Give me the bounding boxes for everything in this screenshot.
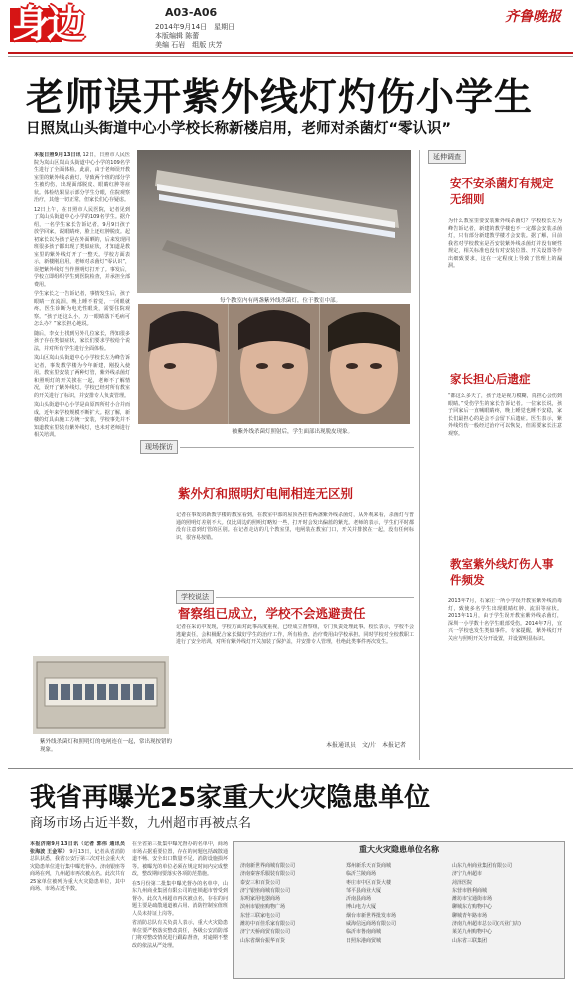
hazard-unit-name: 济宁九州超市 <box>452 871 483 878</box>
photo-switch-box <box>33 656 169 734</box>
school-reporter: 本报通讯员 文/片 本报记者 <box>326 742 407 749</box>
school-body: 记者在采访中发现，学校方面对此事高度重视，已经成立督察组，专门负责处理此事。校长表示，学校不会逃避责任，会积极配合家长做好学生的治疗工作，所有检查、治疗费用由学校承担。同时学校对全校教职工进行了安全培训，对所有紫外线灯开关加装了保护盖，并安排专人管理，杜绝此类事件再次发生。 <box>176 624 414 645</box>
hazard-unit-name: 菏泽医院 <box>452 879 473 886</box>
hazard-unit-name: 山东省三联集团 <box>452 937 488 944</box>
hazard-unit-name: 博山电力大厦 <box>346 904 377 911</box>
sidebar-q1-body: 为什么教室里要安装紫外线杀菌灯？学校校长左为峰告诉记者，新建的教学楼也不一定都会安装杀菌灯，只有部分新建教学楼才会安装。据了解，目前我省对学校教室是否安装紫外线杀菌灯并没有硬性规定，相关标准也没有对安装位置、开关设置等作出细致要求，这在一定程度上导致了管理上的漏洞。 <box>448 218 562 269</box>
page-range: A03-A06 <box>165 6 218 19</box>
hazard-table-col-1 <box>240 862 340 945</box>
sidebar-tag: 延伸调查 <box>428 150 466 164</box>
field-heading: 紫外灯和照明灯电闸相连无区别 <box>178 486 354 501</box>
fire-column-2 <box>132 841 228 977</box>
lead-body-4: 随后，李女士找到另外几位家长，得知很多孩子存在类似症状，家长们要求学校给个说法，并对所有学生进行全面体检。 <box>34 330 130 352</box>
hazard-unit-name: 威海信远商场有限公司 <box>346 921 397 928</box>
hazard-unit-name: 沂南县商场 <box>346 896 372 903</box>
hazard-unit-name: 东营市胜利商城 <box>452 887 488 894</box>
children-faces-illustration <box>138 304 410 424</box>
hazard-table-col-2 <box>346 862 446 945</box>
photo-caption-top: 每个教室内有两盏紫外线杀菌灯，位于教室中部。 <box>220 298 342 304</box>
sidebar-divider <box>419 150 420 760</box>
sidebar-q3-body: 2013年7月，石家庄一所小学误开教室紫外线消毒灯，致使多名学生出现眼睛红肿、流泪等症状。2013年11月，由于学生误开教室紫外线杀菌灯，深圳一小学数十名学生眼部受伤。2014年7月，宜兴一学校也发生类似事件。专家提醒，紫外线灯开关应与照明开关分开设置，并设置明显标识。 <box>448 598 562 642</box>
sidebar-q1: 安不安杀菌灯有规定无细则 <box>450 176 554 206</box>
editor-line: 本版编辑 陈蕾 <box>155 32 200 40</box>
lead-body-5: 岚山区岚山头街道中心小学校长左为峰告诉记者，事发教学楼为今年新建，刚投入使用。教室里安装了两种灯管，紫外线杀菌灯和照明灯的开关挨在一起，老师不了解情况，误开了紫外线灯。学校已经对所有教室的开关进行了标识，并安排专人负责管理。 <box>34 355 130 399</box>
lead-body-1: 12日，日照市人民医院为岚山区岚山头街道中心小学的109名学生进行了全面体检。此前，由于老师误开教室里的紫外线杀菌灯，导致两个班的部分学生被灼伤，出现面部脱皮、眼睛红肿等症状。体检结果显示部分学生分眼，住院观察治疗，其他一切正常，但家长们心存疑虑。 <box>34 152 130 203</box>
hazard-unit-name: 山东九州商业集团有限公司 <box>452 863 513 869</box>
hazard-unit-name: 泰安三和百货公司 <box>240 879 281 886</box>
hazard-unit-name: 邹平县商业大厦 <box>346 887 382 894</box>
school-heading: 督察组已成立，学校不会逃避责任 <box>178 606 366 621</box>
hazard-unit-name: 聊城青年路市场 <box>452 912 488 919</box>
fire-body-2: 在全省第三批集中曝光督办的名单中，商场市场占据重要位置，存在的问题包括疏散通道不畅、安全出口数量不足、消防设施损坏等。被曝光的单位必须在规定时间内完成整改，整改期间要落实各项防范措施。 <box>132 841 228 877</box>
hazard-unit-name: 东营三联家电公司 <box>240 912 281 919</box>
section-name: 身边 <box>12 1 83 46</box>
lead-headline: 老师误开紫外线灯灼伤小学生 <box>26 75 534 119</box>
fire-byline: 本报济南9月13日讯（记者 郭伟 通讯员 张海波 王金军） <box>30 841 125 855</box>
story-divider <box>8 768 573 769</box>
switch-box-illustration <box>33 656 169 734</box>
hazard-unit-name: 济南秦客乐服装有限公司 <box>240 871 296 878</box>
lead-body-2: 12日上午，在日照市人民医院，记者见到了岚山头街道中心小学的109名学生。据介绍，一名学生家长告诉记者，9月9日孩子放学回家，说眼睛疼，脸上还红肿脱皮。起初家长以为孩子是在外面晒的，后来发现同班很多孩子都出现了类似症状，才知道是教室里的紫外线灯开了一整天。学校方面表示，新楼刚启用，老师对杀菌灯“零认识”，误把紫外线灯当作照明灯打开了。事发后，学校立即组织学生到医院检查，并承担全部费用。 <box>34 206 130 288</box>
hazard-unit-name: 济南新世界商城有限公司 <box>240 863 296 869</box>
paper-name: 齐鲁晚报 <box>505 9 561 25</box>
masthead-rule <box>8 52 573 54</box>
field-tag: 现场探访 <box>140 440 178 454</box>
design-line: 美编 石岩 组版 庆芳 <box>155 41 223 49</box>
hazard-unit-name: 枣庄市中区百货大楼 <box>346 879 392 886</box>
fire-headline: 我省再曝光25家重大火灾隐患单位 <box>30 783 431 813</box>
sidebar-q3: 教室紫外线灯伤人事件频发 <box>450 557 554 587</box>
hazard-unit-name: 济南九州超市总公司(兴业门店) <box>452 921 521 928</box>
hazard-unit-name: 潍坊市宝通街市场 <box>452 896 493 903</box>
lead-subheadline: 日照岚山头街道中心小学校长称新楼启用，老师对杀菌灯“零认识” <box>26 121 452 137</box>
hazard-table <box>233 841 565 979</box>
lead-left-column <box>34 152 130 672</box>
hazard-unit-name: 日照东港商贸城 <box>346 937 382 944</box>
photo-children <box>138 304 410 424</box>
lead-body-6: 岚山头街道中心小学是由原四所村小合并而成，近年来学校规模不断扩大。据了解，新楼的灯具由施工方统一安装，学校事先并不知道教室里装有紫外线灯，也未对老师进行相关培训。 <box>34 402 130 438</box>
hazard-table-title: 重大火灾隐患单位名称 <box>359 845 439 854</box>
fire-subheadline: 商场市场占近半数，九州超市再被点名 <box>30 816 252 831</box>
sidebar-q2-body: “都这么多天了，孩子还是视力模糊，真担心会伤到眼睛。”受伤学生的家长告诉记者。一位家长说，孩子回家后一直喊眼睛疼，晚上睡觉也睡不安稳，家长们最担心的是会不会留下后遗症。医生表示，紫外线灼伤一般经过治疗可以恢复，但需要家长注意观察。 <box>448 393 562 437</box>
hazard-unit-name: 济宁银座商城有限公司 <box>240 887 291 894</box>
hazard-unit-name: 莱芜九州购物中心 <box>452 929 493 936</box>
hazard-table-col-3 <box>452 862 560 945</box>
date-line: 2014年9月14日 星期日 <box>155 23 236 31</box>
field-tag-rule <box>180 447 414 448</box>
hazard-unit-name: 滨州市银座购物广场 <box>240 904 286 911</box>
hazard-unit-name: 郑州新乐天百货商城 <box>346 863 392 869</box>
fire-body-1: 9月13日，记者从省消防总队获悉，我省公安厅第三次对社会重大火灾隐患单位进行集中曝光督办。济南银座等商场在列，九州超市再次被点名。此次共有25家单位被列为重大火灾隐患单位，其中商场、市场占近半数。 <box>30 848 125 892</box>
hazard-unit-name: 济宁天桥商贸有限公司 <box>240 929 291 936</box>
school-tag: 学校说法 <box>176 590 214 604</box>
lead-body-3: 学生家长之一告诉记者，事情发生后，孩子眼睛一直流泪，晚上睡不着觉，一闭眼就疼。医生诊断为电光性眼炎，需要住院观察。“孩子还这么小，万一眼睛落下毛病可怎么办？”家长担心地说。 <box>34 291 130 327</box>
hazard-unit-name: 潍坊中百佳乐家有限公司 <box>240 921 296 928</box>
photo-uv-lamp <box>137 150 411 293</box>
lead-byline: 本报日照9月13日讯 <box>34 152 81 158</box>
fire-body-4: 省消防总队有关负责人表示，重大火灾隐患单位要严格落实整改责任，各级公安消防部门将对整改情况进行跟踪督查，对逾期不整改的依法从严处理。 <box>132 920 228 949</box>
hazard-unit-name: 山东省烟台振华百货 <box>240 937 286 944</box>
hazard-unit-name: 东明家用电器商场 <box>240 896 281 903</box>
photo-caption-bottom: 紫外线杀菌灯和照明灯的电闸连在一起，常出现按错的现象。 <box>40 739 173 753</box>
field-body: 记者在事发的新教学楼的教室看到，在教室中部的屋顶各挂着两盏紫外线杀菌灯，从外观来看，杀菌灯与普通的照明灯差别不大。仅比周边的照明灯略短一些，打开时会发出偏蓝的紫光。老师的表示，学生们平时都没有注意到灯管的区别。在记者走访的几个教室里，电闸装在教室门口，开关并排挨在一起，没有任何标识，很容易按错。 <box>176 512 414 541</box>
hazard-unit-name: 聊城东方购物中心 <box>452 904 493 911</box>
uv-lamp-illustration <box>137 150 411 293</box>
school-tag-rule <box>216 597 414 598</box>
hazard-unit-name: 烟台市新世界批发市场 <box>346 912 397 919</box>
masthead-rule-thin <box>8 56 573 57</box>
sidebar-q2: 家长担心后遗症 <box>450 372 531 386</box>
photo-caption-middle: 被紫外线杀菌灯照射后，学生面部出现脱皮现象。 <box>232 429 354 435</box>
hazard-unit-name: 临沂市鲁南商城 <box>346 929 382 936</box>
fire-body-3: 在5月份第二批集中曝光督办的名单中，山东九州商业集团有限公司的连锁超市曾受到督办，此次九州超市再次被点名，存在的问题主要是疏散通道被占用、消防控制室值班人员未持证上岗等。 <box>132 880 228 917</box>
fire-column-1 <box>30 841 125 977</box>
hazard-unit-name: 临沂兰陵商场 <box>346 871 377 878</box>
